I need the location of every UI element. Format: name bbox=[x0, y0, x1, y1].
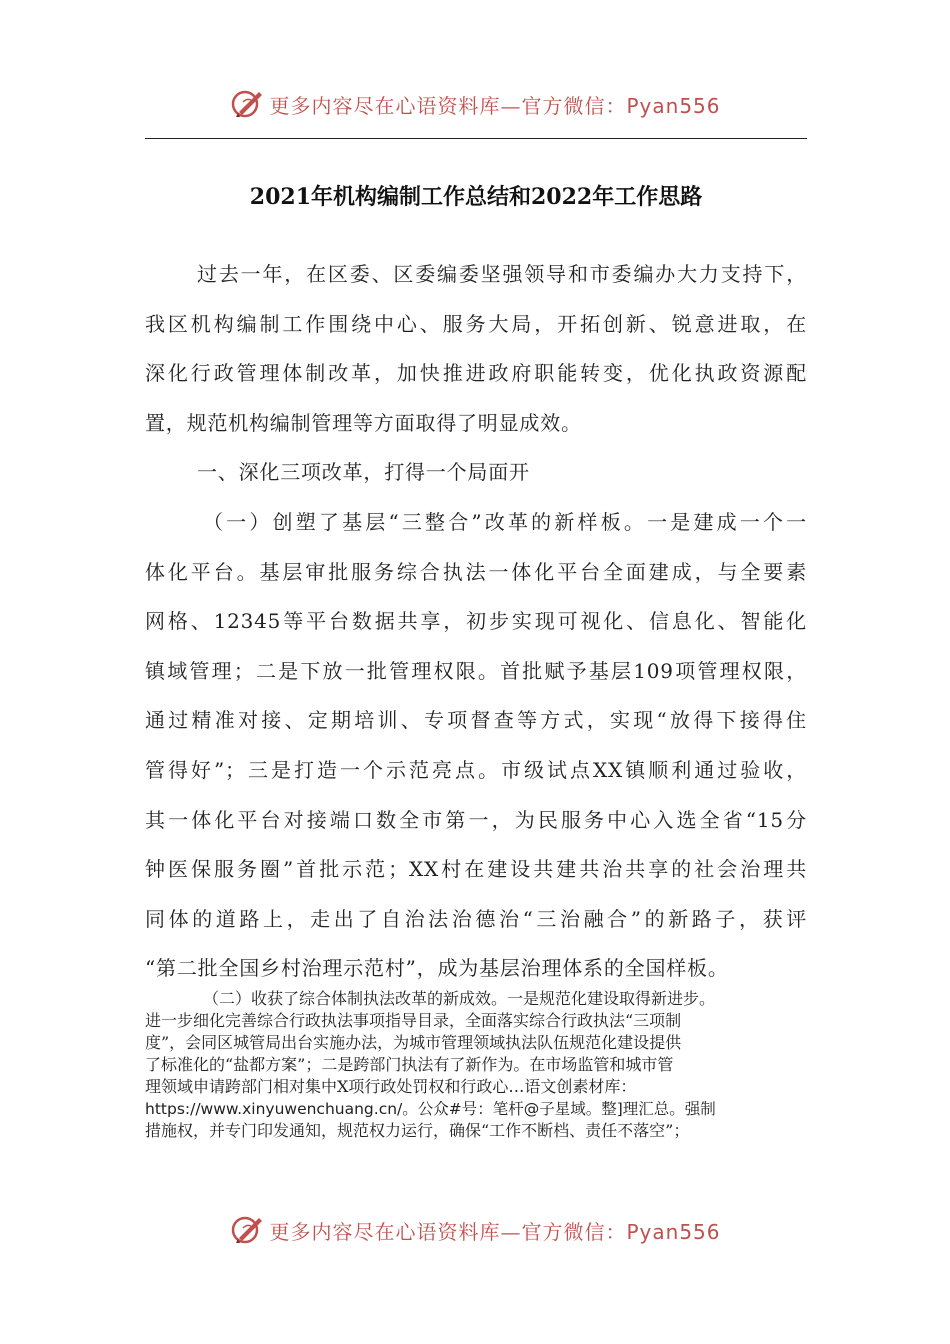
pen-quill-icon bbox=[229, 86, 265, 122]
paragraph-line: 置，规范机构编制管理等方面取得了明显成效。 bbox=[145, 410, 582, 435]
pen-quill-icon bbox=[229, 1212, 265, 1248]
small-line-url: https://www.xinyuwenchuang.cn/。公众#号：笔杆@子星域。整]理汇总。强制 bbox=[145, 1100, 716, 1118]
paragraph-line: 网格、12345等平台数据共享，初步实现可视化、信息化、智能化 bbox=[145, 609, 807, 634]
footer-banner bbox=[0, 1210, 950, 1250]
small-line: 进一步细化完善综合行政执法事项指导目录，全面落实综合行政执法“三项制 bbox=[145, 1011, 682, 1030]
small-line: 了标准化的“盐都方案”；二是跨部门执法有了新作为。在市场监管和城市管 bbox=[145, 1055, 674, 1074]
banner-text: 更多内容尽在心语资料库—官方微信：Pyan556 bbox=[269, 93, 721, 118]
body-text bbox=[145, 250, 807, 994]
small-line: 理领域申请跨部门相对集中X项行政处罚权和行政心…语文创素材库： bbox=[145, 1077, 637, 1096]
header-divider bbox=[145, 138, 807, 139]
paragraph-line: 通过精准对接、定期培训、专项督查等方式，实现“放得下接得住 bbox=[145, 708, 807, 733]
paragraph-line: 管得好”；三是打造一个示范亮点。市级试点XX镇顺利通过验收， bbox=[145, 757, 807, 782]
paragraph-line: 钟医保服务圈”首批示范；XX村在建设共建共治共享的社会治理共 bbox=[145, 857, 807, 882]
paragraph-line: 我区机构编制工作围绕中心、服务大局，开拓创新、锐意进取，在 bbox=[145, 311, 807, 336]
paragraph-line: 深化行政管理体制改革，加快推进政府职能转变，优化执政资源配 bbox=[145, 361, 807, 386]
small-line: 度”，会同区城管局出台实施办法，为城市管理领域执法队伍规范化建设提供 bbox=[145, 1033, 682, 1052]
small-line: （二）收获了综合体制执法改革的新成效。一是规范化建设取得新进步。 bbox=[203, 989, 716, 1008]
banner-text: 更多内容尽在心语资料库—官方微信：Pyan556 bbox=[269, 1219, 721, 1244]
small-text-block bbox=[145, 988, 807, 1142]
page-title: 2021年机构编制工作总结和2022年工作思路 bbox=[249, 184, 703, 210]
paragraph-line: 同体的道路上，走出了自治法治德治“三治融合”的新路子，获评 bbox=[145, 906, 807, 931]
small-line: 措施权，并专门印发通知，规范权力运行，确保“工作不断档、责任不落空”； bbox=[145, 1121, 690, 1140]
header-banner bbox=[0, 84, 950, 124]
paragraph-line: （一）创塑了基层“三整合”改革的新样板。一是建成一个一 bbox=[203, 509, 807, 534]
paragraph-line: 镇域管理；二是下放一批管理权限。首批赋予基层109项管理权限， bbox=[145, 658, 807, 683]
paragraph-line: 其一体化平台对接端口数全市第一，为民服务中心入选全省“15分 bbox=[145, 807, 807, 832]
paragraph-line: “第二批全国乡村治理示范村”，成为基层治理体系的全国样板。 bbox=[145, 956, 729, 981]
paragraph-line: 过去一年，在区委、区委编委坚强领导和市委编办大力支持下， bbox=[197, 262, 807, 286]
section-heading: 一、深化三项改革，打得一个局面开 bbox=[197, 460, 530, 485]
paragraph-line: 体化平台。基层审批服务综合执法一体化平台全面建成，与全要素 bbox=[145, 559, 807, 584]
